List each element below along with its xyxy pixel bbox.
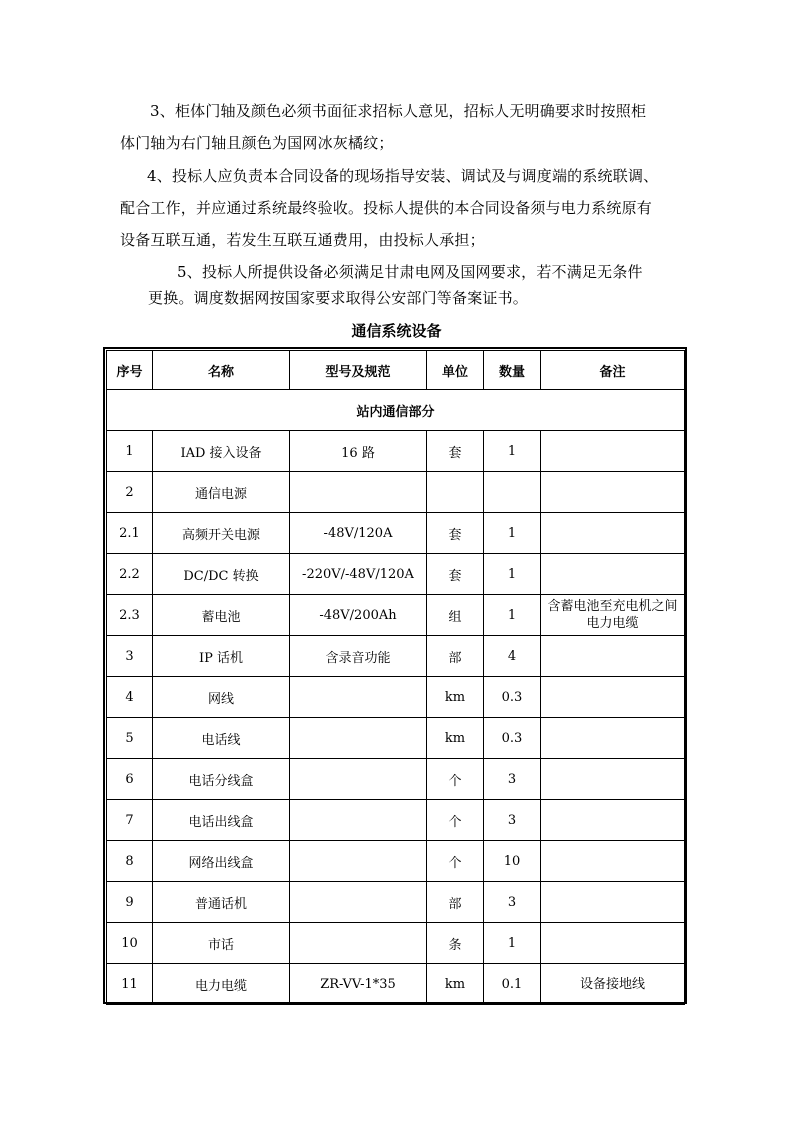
cell-name: DC/DC 转换 — [153, 554, 290, 595]
cell-model: -220V/-48V/120A — [290, 554, 427, 595]
cell-remark — [541, 759, 685, 800]
table-row — [107, 554, 685, 595]
cell-number: 1 — [107, 431, 153, 472]
cell-remark — [541, 882, 685, 923]
cell-unit: 部 — [427, 882, 484, 923]
table-row — [107, 964, 685, 1005]
table-row — [107, 882, 685, 923]
cell-number: 2.1 — [107, 513, 153, 554]
cell-model — [290, 800, 427, 841]
cell-name: 电话出线盒 — [153, 800, 290, 841]
cell-quantity: 1 — [484, 595, 541, 636]
cell-remark — [541, 513, 685, 554]
cell-quantity: 1 — [484, 431, 541, 472]
cell-quantity: 3 — [484, 759, 541, 800]
cell-model: 16 路 — [290, 431, 427, 472]
table-row — [107, 513, 685, 554]
cell-model: -48V/200Ah — [290, 595, 427, 636]
table-title: 通信系统设备 — [351, 322, 442, 340]
cell-name: 高频开关电源 — [153, 513, 290, 554]
cell-quantity: 0.3 — [484, 718, 541, 759]
cell-remark — [541, 554, 685, 595]
cell-number: 11 — [107, 964, 153, 1005]
cell-unit: 部 — [427, 636, 484, 677]
cell-unit: 组 — [427, 595, 484, 636]
paragraph-line: 5、投标人所提供设备必须满足甘肃电网及国网要求，若不满足无条件 — [177, 263, 643, 281]
paragraph-line: 4、投标人应负责本合同设备的现场指导安装、调试及与调度端的系统联调、 — [147, 167, 659, 185]
table-row — [107, 431, 685, 472]
cell-quantity — [484, 472, 541, 513]
cell-quantity: 0.1 — [484, 964, 541, 1005]
cell-model — [290, 718, 427, 759]
header-cell-remark: 备注 — [541, 351, 685, 390]
cell-remark — [541, 841, 685, 882]
table-row — [107, 923, 685, 964]
cell-model — [290, 472, 427, 513]
table-header-row — [107, 351, 685, 390]
table-row — [107, 841, 685, 882]
cell-number: 6 — [107, 759, 153, 800]
cell-remark — [541, 677, 685, 718]
cell-number: 2.3 — [107, 595, 153, 636]
cell-unit: 条 — [427, 923, 484, 964]
table-row — [107, 636, 685, 677]
cell-unit: km — [427, 718, 484, 759]
paragraph-line: 更换。调度数据网按国家要求取得公安部门等备案证书。 — [148, 289, 529, 307]
cell-model — [290, 841, 427, 882]
table-row — [107, 759, 685, 800]
cell-quantity: 3 — [484, 800, 541, 841]
paragraph-line: 设备互联互通，若发生互联互通费用，由投标人承担； — [120, 231, 485, 249]
cell-unit: 个 — [427, 800, 484, 841]
cell-remark — [541, 431, 685, 472]
cell-model — [290, 882, 427, 923]
paragraph-line: 体门轴为右门轴且颜色为国网冰灰橘纹； — [120, 134, 394, 152]
cell-remark: 设备接地线 — [541, 964, 685, 1005]
cell-unit: km — [427, 964, 484, 1005]
cell-unit: 个 — [427, 759, 484, 800]
cell-number: 3 — [107, 636, 153, 677]
paragraph-line: 3、柜体门轴及颜色必须书面征求招标人意见，招标人无明确要求时按照柜 — [150, 102, 647, 120]
cell-number: 7 — [107, 800, 153, 841]
section-title: 站内通信部分 — [107, 390, 685, 431]
cell-name: 电话线 — [153, 718, 290, 759]
cell-number: 9 — [107, 882, 153, 923]
table-row — [107, 677, 685, 718]
cell-model — [290, 923, 427, 964]
section-row — [107, 390, 685, 431]
header-cell-number: 序号 — [107, 351, 153, 390]
cell-number: 4 — [107, 677, 153, 718]
cell-name: 电话分线盒 — [153, 759, 290, 800]
cell-model: -48V/120A — [290, 513, 427, 554]
cell-model — [290, 677, 427, 718]
cell-unit: 套 — [427, 431, 484, 472]
cell-remark — [541, 923, 685, 964]
cell-remark — [541, 800, 685, 841]
cell-model: 含录音功能 — [290, 636, 427, 677]
cell-number: 5 — [107, 718, 153, 759]
cell-model: ZR-VV-1*35 — [290, 964, 427, 1005]
cell-quantity: 1 — [484, 513, 541, 554]
cell-unit — [427, 472, 484, 513]
cell-unit: 套 — [427, 554, 484, 595]
header-cell-model: 型号及规范 — [290, 351, 427, 390]
cell-remark — [541, 472, 685, 513]
cell-unit: km — [427, 677, 484, 718]
header-cell-quantity: 数量 — [484, 351, 541, 390]
cell-name: IP 话机 — [153, 636, 290, 677]
table-row — [107, 595, 685, 636]
table-row — [107, 472, 685, 513]
cell-name: 电力电缆 — [153, 964, 290, 1005]
cell-number: 10 — [107, 923, 153, 964]
cell-quantity: 4 — [484, 636, 541, 677]
header-cell-name: 名称 — [153, 351, 290, 390]
cell-remark: 含蓄电池至充电机之间电力电缆 — [541, 595, 685, 636]
cell-name: 蓄电池 — [153, 595, 290, 636]
equipment-table — [106, 350, 685, 1005]
cell-unit: 套 — [427, 513, 484, 554]
cell-number: 8 — [107, 841, 153, 882]
cell-quantity: 0.3 — [484, 677, 541, 718]
cell-name: 网络出线盒 — [153, 841, 290, 882]
cell-remark — [541, 636, 685, 677]
cell-quantity: 10 — [484, 841, 541, 882]
cell-model — [290, 759, 427, 800]
cell-unit: 个 — [427, 841, 484, 882]
cell-quantity: 3 — [484, 882, 541, 923]
table-row — [107, 800, 685, 841]
cell-name: 市话 — [153, 923, 290, 964]
cell-number: 2 — [107, 472, 153, 513]
cell-name: IAD 接入设备 — [153, 431, 290, 472]
cell-quantity: 1 — [484, 923, 541, 964]
cell-remark — [541, 718, 685, 759]
paragraph-line: 配合工作，并应通过系统最终验收。投标人提供的本合同设备须与电力系统原有 — [120, 199, 653, 217]
header-cell-unit: 单位 — [427, 351, 484, 390]
cell-name: 普通话机 — [153, 882, 290, 923]
cell-quantity: 1 — [484, 554, 541, 595]
cell-name: 通信电源 — [153, 472, 290, 513]
cell-name: 网线 — [153, 677, 290, 718]
cell-number: 2.2 — [107, 554, 153, 595]
table-row — [107, 718, 685, 759]
